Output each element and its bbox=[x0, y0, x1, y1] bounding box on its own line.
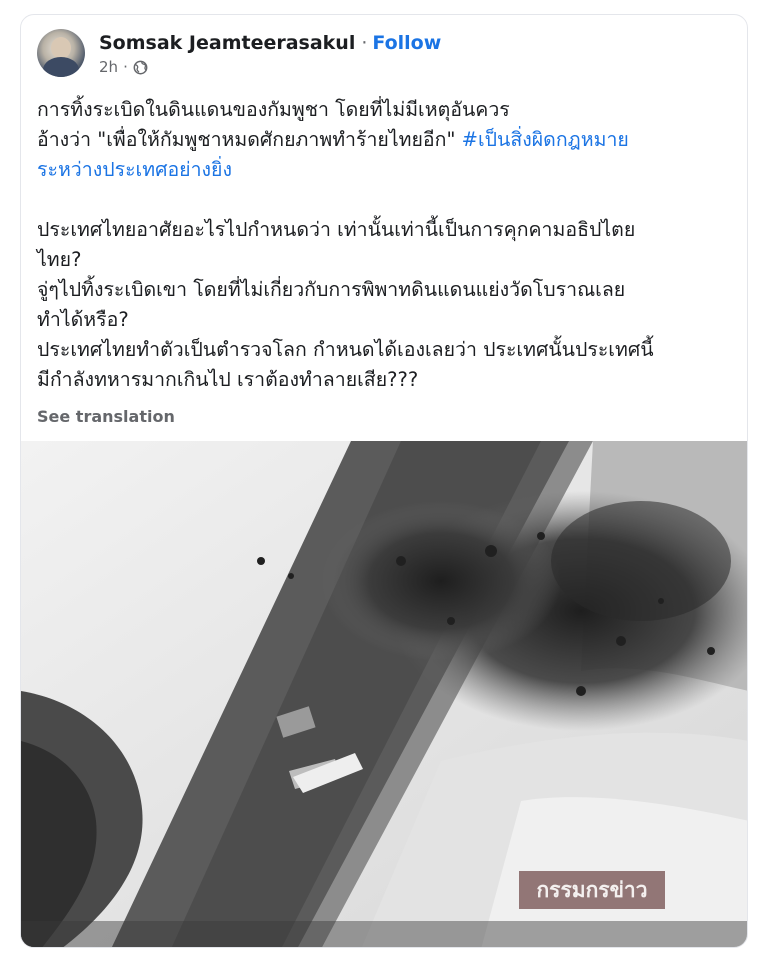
post-text-line: ประเทศไทยทำตัวเป็นตำรวจโลก กำหนดได้เองเลยว่า ประเทศนั้นประเทศนี้ bbox=[37, 338, 654, 361]
avatar-face bbox=[51, 37, 71, 59]
news-watermark: กรรมกรข่าว bbox=[519, 871, 665, 909]
post-text-segment: อ้างว่า "เพื่อให้กัมพูชาหมดศักยภาพทำร้ายไทยอีก" bbox=[37, 128, 462, 151]
avatar[interactable] bbox=[37, 29, 85, 77]
hashtag-link[interactable]: #เป็นสิ่งผิดกฎหมาย bbox=[461, 128, 629, 151]
post-text-line: มีกำลังทหารมากเกินไป เราต้องทำลายเสีย??? bbox=[37, 368, 419, 391]
post-card bbox=[20, 14, 748, 948]
hashtag-link-continued[interactable]: ระหว่างประเทศอย่างยิ่ง bbox=[37, 158, 232, 181]
globe-icon[interactable] bbox=[133, 60, 148, 75]
post-text-line: การทิ้งระเบิดในดินแดนของกัมพูชา โดยที่ไม่มีเหตุอันควร bbox=[37, 98, 510, 121]
meta-separator: · bbox=[123, 58, 128, 76]
post-header bbox=[99, 31, 441, 55]
post-text-line: ประเทศไทยอาศัยอะไรไปกำหนดว่า เท่านั้นเท่านี้เป็นการคุกคามอธิปไตย bbox=[37, 218, 636, 241]
post-text-line: ทำได้หรือ? bbox=[37, 308, 129, 331]
avatar-body bbox=[43, 57, 79, 77]
paragraph-gap bbox=[37, 185, 737, 215]
follow-button[interactable]: Follow bbox=[372, 32, 442, 54]
see-translation-link[interactable]: See translation bbox=[37, 407, 175, 426]
header-separator: · bbox=[361, 32, 368, 54]
post-text-line: จู่ๆไปทิ้งระเบิดเขา โดยที่ไม่เกี่ยวกับการพิพาทดินแดนแย่งวัดโบราณเลย bbox=[37, 278, 626, 301]
post-meta bbox=[99, 57, 148, 77]
post-text-line bbox=[37, 155, 737, 185]
author-name[interactable]: Somsak Jeamteerasakul bbox=[99, 32, 356, 54]
post-body-text bbox=[37, 95, 737, 395]
post-timestamp[interactable]: 2h bbox=[99, 58, 119, 76]
post-text-line bbox=[37, 125, 737, 155]
post-text-line: ไทย? bbox=[37, 248, 82, 271]
post-photo[interactable] bbox=[21, 441, 748, 948]
